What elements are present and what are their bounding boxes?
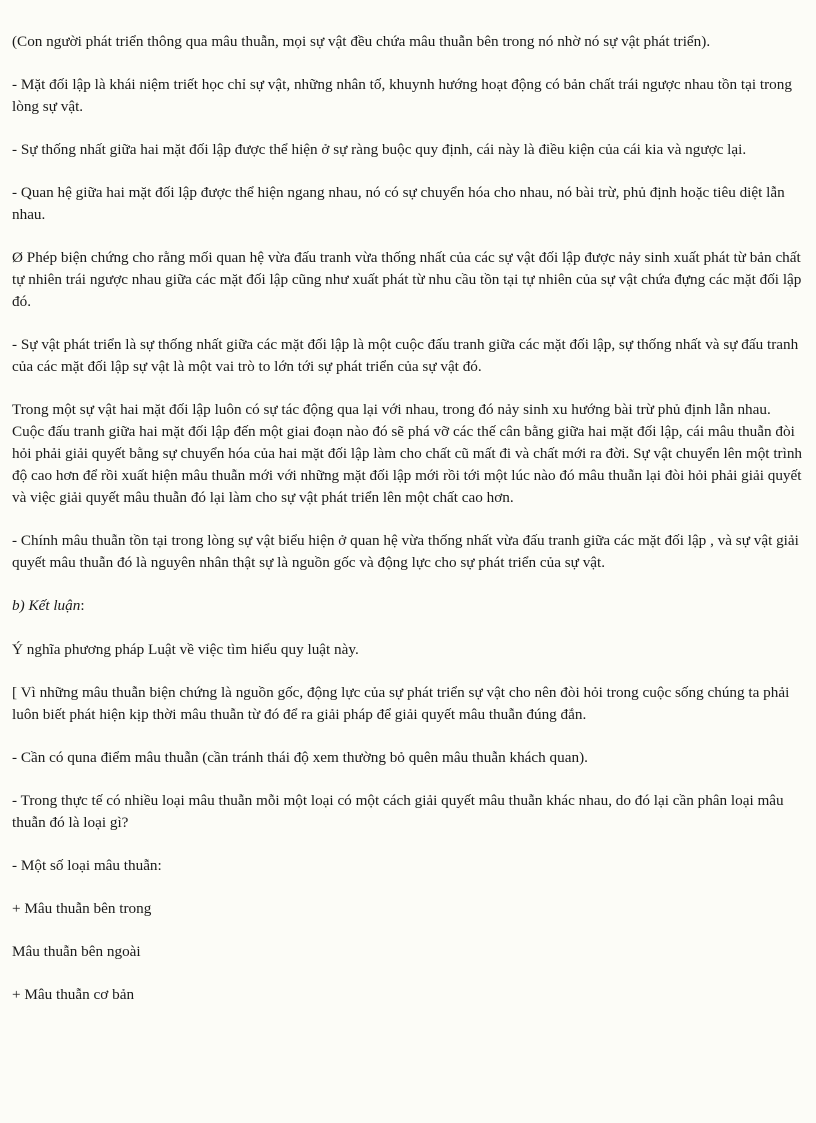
- paragraph: - Cần có quna điểm mâu thuẫn (cần tránh thái độ xem thường bỏ quên mâu thuẫn khách quan).: [12, 749, 588, 766]
- list-item: + Mâu thuẫn bên trong: [12, 900, 152, 917]
- paragraph: - Quan hệ giữa hai mặt đối lập được thể hiện ngang nhau, nó có sự chuyển hóa cho nhau, nó bài trừ, phủ định hoặc tiêu diệt lẫn nhau.: [12, 184, 785, 223]
- paragraph: - Trong thực tế có nhiều loại mâu thuẫn mỗi một loại có một cách giải quyết mâu thuẫn khác nhau, do đó lại cần phân loại mâu thuẫn đó là loại gì?: [12, 792, 784, 831]
- paragraph: [ Vì những mâu thuẫn biện chứng là nguồn gốc, động lực của sự phát triển sự vật cho nên đòi hỏi trong cuộc sống chúng ta phải luôn biết phát hiện kịp thời mâu thuẫn từ đó để ra giải pháp để giải quyết mâu thuẫn đúng đắn.: [12, 684, 790, 723]
- paragraph: - Chính mâu thuẫn tồn tại trong lòng sự vật biểu hiện ở quan hệ vừa thống nhất vừa đấu tranh giữa các mặt đối lập , và sự vật giải quyết mâu thuẫn đó là nguyên nhân thật sự là nguồn gốc và động lực cho sự phát triển của sự vật.: [12, 532, 799, 571]
- paragraph: - Sự vật phát triển là sự thống nhất giữa các mặt đối lập là một cuộc đấu tranh giữa các mặt đối lập, sự thống nhất và sự đấu tranh của các mặt đối lập sự vật là một vai trò to lớn tới sự phát triển của sự vật đó.: [12, 336, 799, 375]
- list-item: + Mâu thuẫn cơ bản: [12, 986, 135, 1003]
- list-heading: - Một số loại mâu thuẫn:: [12, 857, 162, 874]
- paragraph: - Mặt đối lập là khái niệm triết học chỉ sự vật, những nhân tố, khuynh hướng hoạt động có bản chất trái ngược nhau tồn tại trong lòng sự vật.: [12, 76, 792, 115]
- conclusion-colon: :: [80, 597, 85, 614]
- paragraph: Trong một sự vật hai mặt đối lập luôn có sự tác động qua lại với nhau, trong đó nảy sinh xu hướng bài trừ phủ định lẫn nhau. Cuộc đấu tranh giữa hai mặt đối lập đến một giai đoạn nào đó sẽ phá vỡ các thế cân bằng giữa hai mặt đối lập, cái mâu thuẫn đòi hỏi phải giải quyết bằng sự chuyển hóa của hai mặt đối lập làm cho chất cũ mất đi và chất mới ra đời. Sự vật chuyển lên một trình độ cao hơn để rồi xuất hiện mâu thuẫn mới với những mặt đối lập mới rồi tới một lúc nào đó mâu thuẫn lại đòi hỏi phải giải quyết và việc giải quyết mâu thuẫn đó lại làm cho sự vật phát triển lên một chất cao hơn.: [12, 401, 803, 506]
- paragraph: Ø Phép biện chứng cho rằng mối quan hệ vừa đấu tranh vừa thống nhất của các sự vật đối lập được nảy sinh xuất phát từ bản chất tự nhiên trái ngược nhau giữa các mặt đối lập cũng như xuất phát từ nhu cầu tồn tại tự nhiên của sự vật chứa đựng các mặt đối lập đó.: [12, 249, 802, 310]
- paragraph: (Con người phát triển thông qua mâu thuẫn, mọi sự vật đều chứa mâu thuẫn bên trong nó nhờ nó sự vật phát triển).: [12, 33, 711, 50]
- list-item: Mâu thuẫn bên ngoài: [12, 943, 141, 960]
- conclusion-label: b) Kết luận: [12, 597, 81, 614]
- paragraph: Ý nghĩa phương pháp Luật về việc tìm hiểu quy luật này.: [12, 641, 359, 658]
- conclusion-heading: [12, 595, 802, 617]
- paragraph: - Sự thống nhất giữa hai mặt đối lập được thể hiện ở sự ràng buộc quy định, cái này là điều kiện của cái kia và ngược lại.: [12, 141, 747, 158]
